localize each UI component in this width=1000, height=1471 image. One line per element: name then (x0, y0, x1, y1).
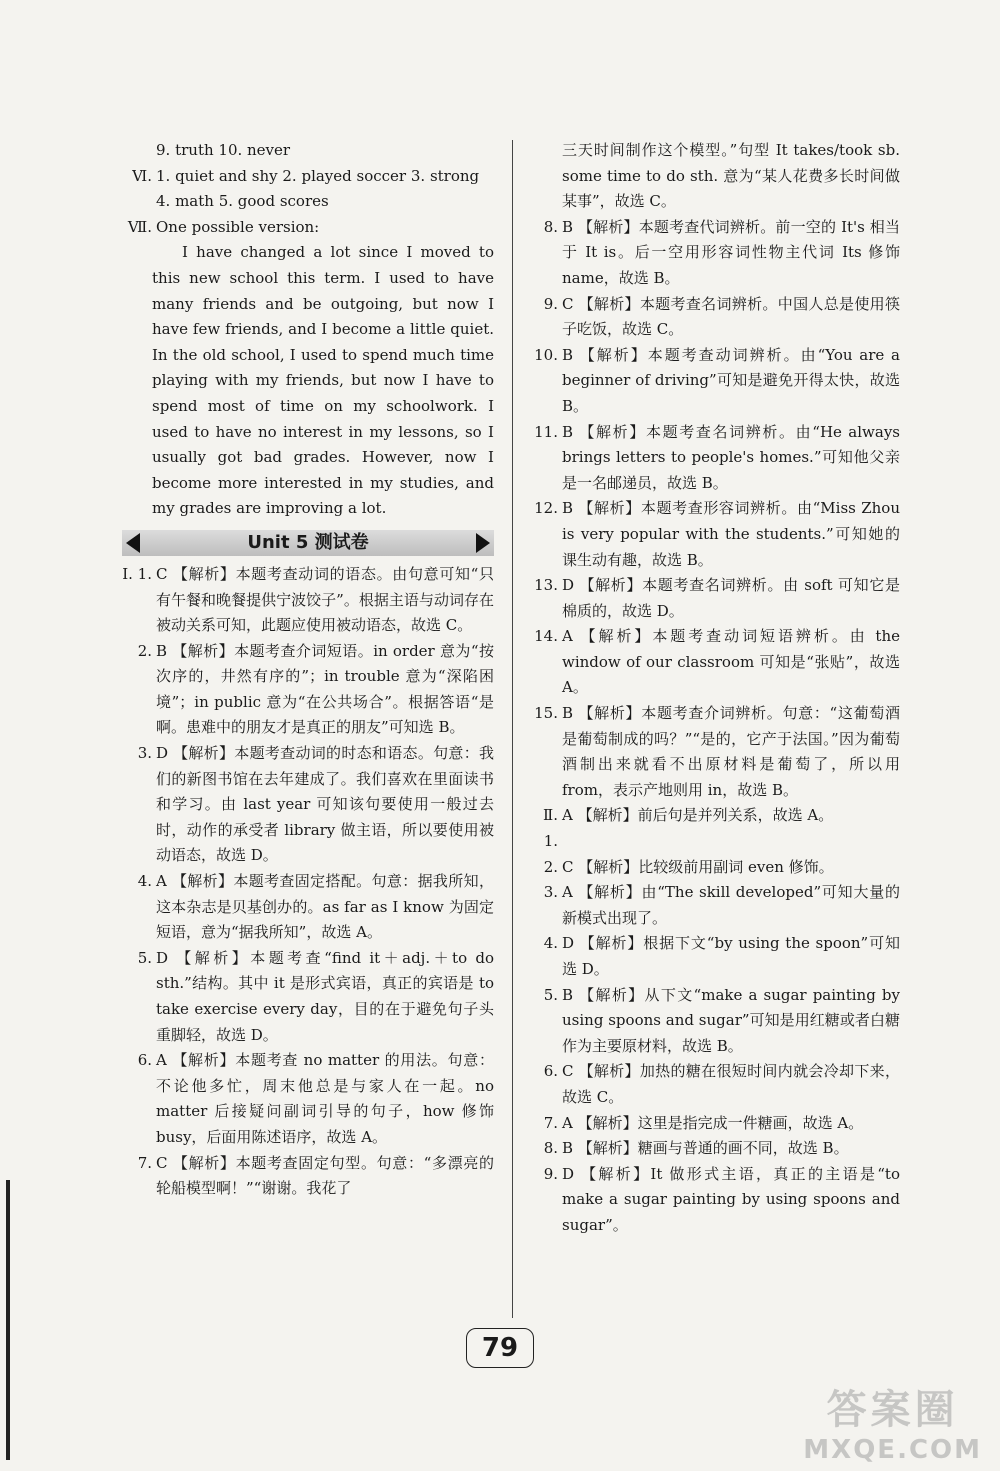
page-number: 79 (466, 1328, 534, 1368)
answer-item: 11. B 【解析】本题考查名词辨析。由“He always brings letters to people's homes.”可知他父亲是一名邮递员，故选 B。 (534, 422, 900, 492)
left-column (122, 138, 494, 1202)
answer-line: Ⅶ. One possible version: (127, 217, 320, 236)
answer-item: 5. D 【解析】本题考查“find it＋adj.＋to do sth.”结构。其中 it 是形式宾语，真正的宾语是 to take exercise every day，目的在于避免句子头重脚轻，故选 D。 (137, 948, 494, 1044)
answer-item: 2. C 【解析】比较级前用副词 even 修饰。 (543, 857, 834, 876)
answer-line: 9. truth 10. never (156, 141, 291, 159)
answer-item: 3. D 【解析】本题考查动词的时态和语态。句意：我们的新图书馆在去年建成了。我们喜欢在里面读书和学习。由 last year 可知该句要使用一般过去时，动作的承受者 library 做主语，所以要使用被动语态，故选 D。 (137, 744, 494, 865)
answer-item: 7. C 【解析】本题考查固定句型。句意：“多漂亮的轮船模型啊！”“谢谢。我花了 (137, 1153, 494, 1198)
watermark-url: MXQE.COM (803, 1435, 982, 1465)
page-edge-shadow (6, 1180, 10, 1460)
answer-item: 9. D 【解析】It 做形式主语，真正的主语是“to make a sugar painting by using spoons and sugar”。 (543, 1164, 900, 1234)
unit-title: Unit 5 测试卷 (247, 532, 369, 554)
answer-item: Ⅱ. 1. A 【解析】前后句是并列关系，故选 A。 (543, 806, 834, 851)
answer-item: 8. B 【解析】糖画与普通的画不同，故选 B。 (543, 1139, 849, 1158)
answer-item: Ⅰ. 1. C 【解析】本题考查动词的语态。由句意可知“只有午餐和晚餐提供宁波饺子”。根据主语与动词存在被动关系可知，此题应使用被动语态，故选 C。 (122, 564, 494, 635)
answer-item: 4. A 【解析】本题考查固定搭配。句意：据我所知，这本杂志是贝基创办的。as far as I know 为固定短语，意为“据我所知”，故选 A。 (137, 872, 494, 942)
triangle-right-icon (476, 533, 490, 553)
answer-line: Ⅵ. 1. quiet and shy 2. played soccer 3. strong (132, 166, 480, 185)
triangle-left-icon (126, 533, 140, 553)
answer-item: 3. A 【解析】由“The skill developed”可知大量的新模式出现了。 (543, 883, 900, 927)
answer-item: 4. D 【解析】根据下文“by using the spoon”可知选 D。 (543, 934, 900, 978)
answer-item: 14. A 【解析】本题考查动词短语辨析。由 the window of our classroom 可知是“张贴”，故选 A。 (534, 627, 900, 697)
answer-item: 9. C 【解析】本题考查名词辨析。中国人总是使用筷子吃饭，故选 C。 (543, 294, 900, 339)
answer-item: 6. A 【解析】本题考查 no matter 的用法。句意：不论他多忙，周末他总是与家人在一起。no matter 后接疑问副词引导的句子，how 修饰 busy，后面用陈述语序，故选 A。 (137, 1051, 494, 1146)
answer-item: 6. C 【解析】加热的糖在很短时间内就会冷却下来，故选 C。 (543, 1062, 900, 1106)
watermark (803, 1378, 982, 1465)
answer-item: 三天时间制作这个模型。”句型 It takes/took sb. some time to do sth. 意为“某人花费多长时间做某事”，故选 C。 (562, 141, 900, 211)
answer-item: 5. B 【解析】从下文“make a sugar painting by using spoons and sugar”可知是用红糖或者白糖作为主要原材料，故选 B。 (543, 985, 900, 1055)
answer-item: 8. B 【解析】本题考查代词辨析。前一空的 It's 相当于 It is。后一空用形容词性物主代词 Its 修饰 name，故选 B。 (543, 217, 900, 287)
answer-item: 10. B 【解析】本题考查动词辨析。由“You are a beginner of driving”可知是避免开得太快，故选 B。 (534, 345, 900, 415)
answer-item: 12. B 【解析】本题考查形容词辨析。由“Miss Zhou is very popular with the students.”可知她的课生动有趣，故选 B。 (534, 499, 900, 569)
sample-essay: I have changed a lot since I moved to this new school this term. I used to have many friends and be outgoing, but now I have few friends, and I become a little quiet. In the old school, I used to spend much time playing with my friends, but now I have to spend most of time on my schoolwork. I used to have no interest in my lessons, so I usually got bad grades. However, now I become more interested in my studies, and my grades are improving a lot. (152, 243, 494, 518)
answer-line: 4. math 5. good scores (156, 192, 329, 211)
column-divider (512, 140, 513, 1318)
answer-item: 7. A 【解析】这里是指完成一件糖画，故选 A。 (543, 1113, 864, 1132)
answer-item: 2. B 【解析】本题考查介词短语。in order 意为“按次序的，井然有序的”；in trouble 意为“深陷困境”；in public 意为“在公共场合”。根据答语“是啊。患难中的朋友才是真正的朋友”可知选 B。 (137, 641, 494, 737)
unit-title-bar (122, 530, 494, 556)
answer-item: 13. D 【解析】本题考查名词辨析。由 soft 可知它是棉质的，故选 D。 (534, 576, 900, 620)
right-column (528, 138, 900, 1239)
answer-item: 15. B 【解析】本题考查介词辨析。句意：“这葡萄酒是葡萄制成的吗？”“是的，它产于法国。”因为葡萄酒制出来就看不出原材料是葡萄了，所以用 from，表示产地则用 in，故选 B。 (534, 704, 900, 799)
watermark-logo: 答案圈 (826, 1387, 959, 1433)
